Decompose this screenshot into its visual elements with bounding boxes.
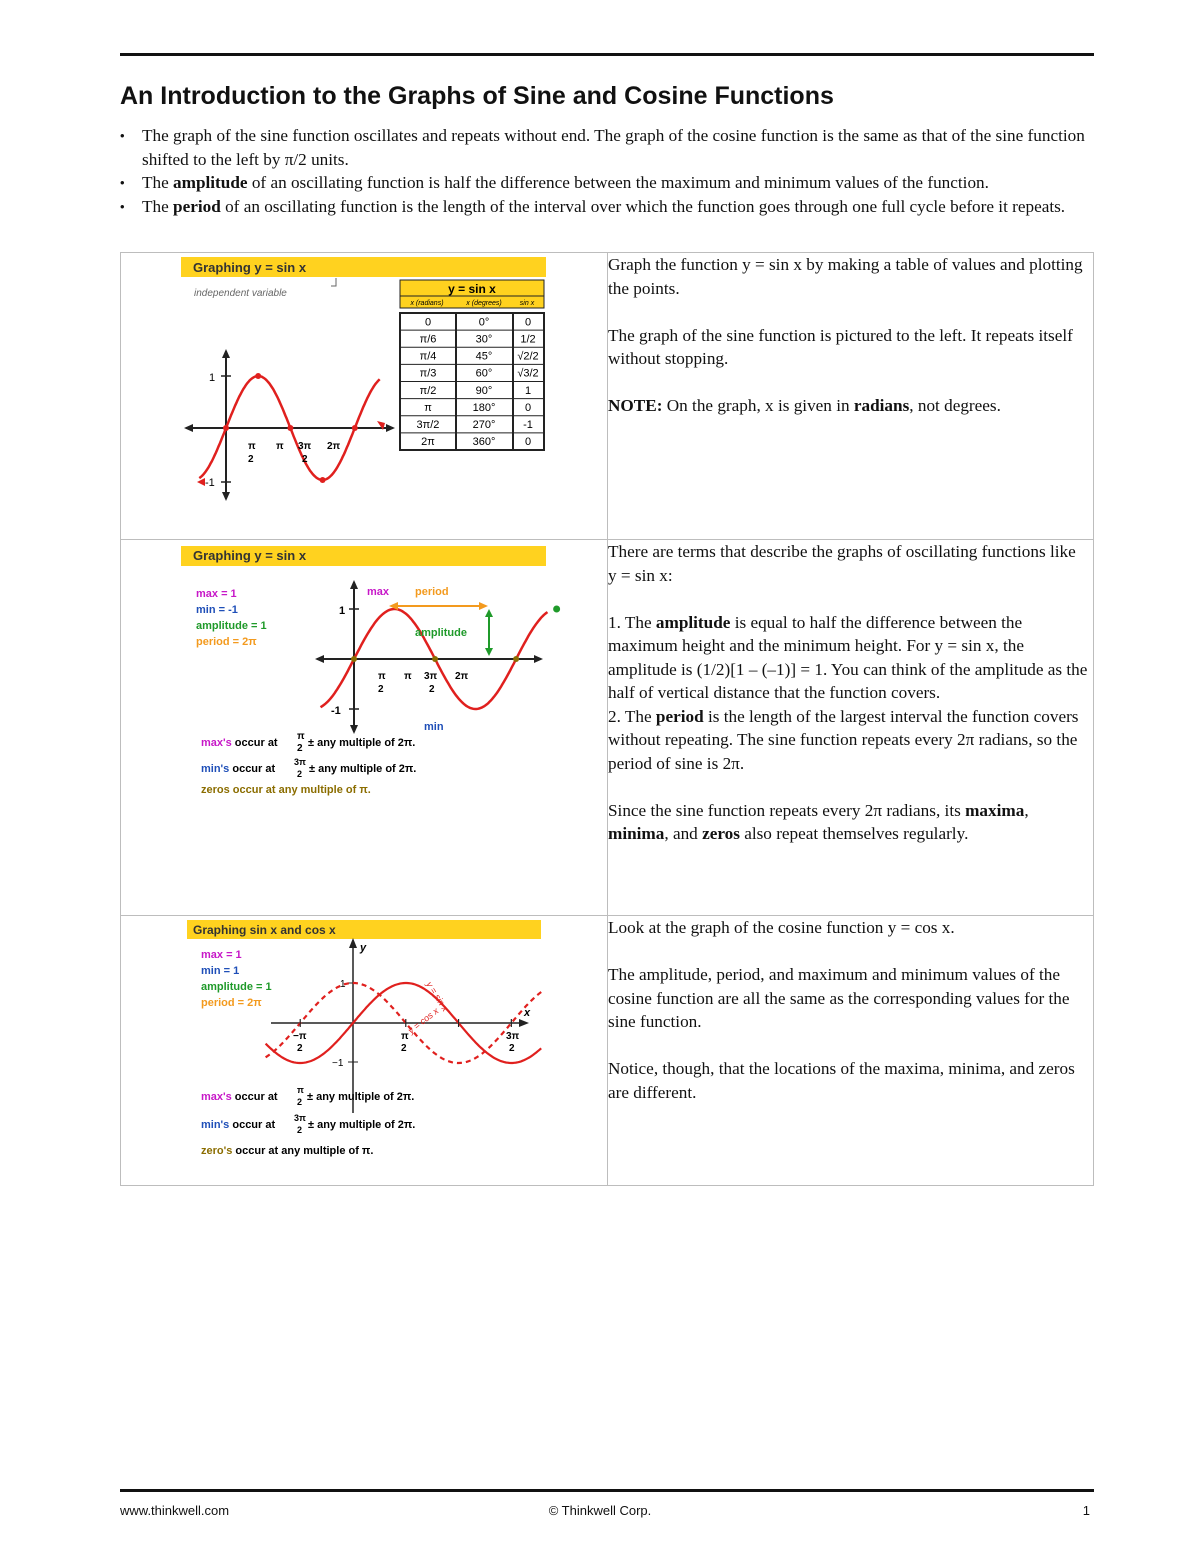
plotted-point <box>352 425 358 431</box>
note-text: ± any multiple of 2π. <box>308 1119 416 1131</box>
paragraph-text: There are terms that describe the graphs of oscillating functions like <box>608 542 1076 561</box>
note-fraction-den: 2 <box>297 1125 303 1135</box>
table-cell: 180° <box>472 401 496 414</box>
note-text: occur at <box>231 737 278 749</box>
arrow-up-icon <box>350 580 358 589</box>
bottom-rule <box>120 1489 1094 1492</box>
zero-point <box>513 656 519 662</box>
explanation-cell <box>608 540 1094 916</box>
y-axis-label: y <box>360 942 367 954</box>
table-row <box>121 916 1094 1186</box>
table-cell: 0 <box>524 436 532 449</box>
period-item <box>608 705 1093 776</box>
paragraph: Notice, though, that the locations of the maxima, minima, and zeros are different. <box>608 1059 1075 1102</box>
minima-note <box>201 763 275 775</box>
xtick-label: 3π <box>424 671 438 682</box>
arrow-left-icon <box>315 655 324 663</box>
banner-text: Graphing sin x and cos x <box>193 923 336 937</box>
xtick-label: π <box>378 671 386 682</box>
item-bold: amplitude <box>655 612 731 632</box>
note-bold: radians <box>853 396 910 415</box>
ytick-label: 1 <box>209 372 216 384</box>
bullet-text: The <box>142 196 174 216</box>
xtick-label: 2π <box>455 671 469 682</box>
table-cell: π <box>424 401 432 414</box>
legend-min: min = 1 <box>201 965 240 977</box>
arrow-down-icon <box>222 492 230 501</box>
note-term: min's <box>201 763 230 775</box>
zeros-note <box>201 1145 373 1157</box>
note-fraction-num: 3π <box>294 757 306 767</box>
legend-period: period = 2π <box>201 997 262 1009</box>
arrow-up-icon <box>222 349 230 358</box>
table-row <box>121 540 1094 916</box>
table-cell: 0° <box>478 316 490 329</box>
item-bold: period <box>655 706 704 726</box>
table-cell: 360° <box>472 436 496 449</box>
top-rule <box>120 53 1094 56</box>
figure-cell <box>121 540 608 916</box>
plotted-point <box>320 477 326 483</box>
figure-cell <box>121 916 608 1186</box>
table-cell: 3π/2 <box>416 419 440 432</box>
paragraph-text: , and <box>664 824 703 843</box>
note-fraction-den: 2 <box>297 743 303 754</box>
xtick-label: 2 <box>509 1043 515 1054</box>
cosine-curve-label: y = cos x <box>406 1005 441 1036</box>
maxima-note <box>201 1091 278 1103</box>
bullet-item <box>120 171 1098 195</box>
table-cell: π/2 <box>419 384 437 397</box>
paragraph <box>608 540 1093 587</box>
amplitude-label: amplitude <box>415 627 467 639</box>
arrow-up-icon <box>349 938 357 948</box>
legend-max: max = 1 <box>196 588 237 600</box>
note-text: On the graph, x is given in <box>662 396 854 415</box>
table-header: x (radians) <box>410 300 444 307</box>
arrow-right-icon <box>534 655 543 663</box>
paragraph <box>608 799 1093 846</box>
table-header: x (degrees) <box>466 300 502 307</box>
bullet-text: The <box>142 173 174 192</box>
table-header: sin x <box>519 300 535 307</box>
item-text: 1. The <box>608 612 656 632</box>
ytick-label: -1 <box>331 705 341 717</box>
legend-period: period = 2π <box>196 636 257 648</box>
note-text: occur at <box>229 763 276 775</box>
banner-text: Graphing y = sin x <box>193 548 307 563</box>
amplitude-point <box>553 606 560 613</box>
note-text: ± any multiple of 2π. <box>309 763 417 775</box>
bullet-glyph: • <box>120 198 125 214</box>
table-cell: π/4 <box>419 350 437 363</box>
xtick-label: 2 <box>302 454 308 465</box>
table-cell: 2π <box>421 436 435 449</box>
footer-page-number: 1 <box>1082 1503 1090 1518</box>
zeros-note: zeros occur at any multiple of π. <box>201 784 371 796</box>
note-term: min's <box>201 1119 230 1131</box>
note-fraction-num: π <box>297 1085 304 1095</box>
xtick-label: π <box>404 671 412 682</box>
sine-curve-label: y = sin x <box>424 979 451 1014</box>
period-arrow-right-icon <box>479 602 488 610</box>
bold-term: maxima <box>965 800 1025 820</box>
xtick-label: π <box>401 1031 409 1042</box>
arrow-down-icon <box>350 725 358 734</box>
bullet-item <box>120 195 1098 219</box>
xtick-label: 2 <box>401 1043 407 1054</box>
ytick-label: 1 <box>340 979 346 990</box>
note-text: ± any multiple of 2π. <box>307 1091 415 1103</box>
sine-terms-figure <box>121 540 607 910</box>
independent-variable-label: independent variable <box>194 288 287 299</box>
arrow-right-icon <box>519 1019 529 1027</box>
footer-copyright: © Thinkwell Corp. <box>548 1503 652 1518</box>
banner-text: Graphing y = sin x <box>193 260 307 275</box>
xtick-label: −π <box>293 1031 307 1042</box>
note-text: occur at <box>229 1119 276 1131</box>
note-fraction-num: 3π <box>294 1113 306 1123</box>
bold-term: zeros <box>702 824 740 843</box>
bullet-bold-term: amplitude <box>173 173 248 192</box>
note-term: max's <box>201 1091 232 1103</box>
explanation-cell <box>608 916 1094 1186</box>
xtick-label: 2π <box>327 441 341 452</box>
bullet-glyph: • <box>120 175 125 190</box>
bullet-text: of an oscillating function is half the difference between the maximum and minimum values of the function. <box>247 173 989 192</box>
ytick-label: −1 <box>332 1058 344 1069</box>
xtick-label: 3π <box>298 441 312 452</box>
table-cell: √3/2 <box>517 367 539 380</box>
independent-variable-bracket <box>331 278 336 286</box>
max-label: max <box>367 586 390 598</box>
table-cell: 1 <box>524 384 532 397</box>
paragraph: Look at the graph of the cosine function y = cos x. <box>608 918 955 937</box>
table-cell: 45° <box>475 350 493 363</box>
plotted-point <box>223 425 229 431</box>
amplitude-arrow-down-icon <box>485 648 493 656</box>
intro-bullets <box>120 124 1098 218</box>
note-text: occur at any multiple of π. <box>232 1145 374 1157</box>
note-text: occur at <box>231 1091 278 1103</box>
ytick-label: 1 <box>339 605 346 617</box>
legend-max: max = 1 <box>201 949 242 961</box>
xtick-label: π <box>248 441 256 452</box>
xtick-label: 2 <box>429 684 435 695</box>
bold-term: minima <box>608 824 665 843</box>
sine-table-figure <box>121 253 607 534</box>
bullet-text: The graph of the sine function oscillates and repeats without end. The graph of the cosine function is the same as that of the sine function shifted to the left by π/2 units. <box>142 126 1085 169</box>
bullet-item <box>120 124 1098 171</box>
paragraph: The amplitude, period, and maximum and minimum values of the cosine function are all the same as the corresponding values for the sine function. <box>608 965 1070 1031</box>
arrow-left-icon <box>184 424 193 432</box>
period-label: period <box>415 586 449 598</box>
table-cell: 0 <box>524 316 532 329</box>
item-text: is the length of the largest interval the function covers without repeating. The sine function repeats every 2π radians, so the period of sine is 2π. <box>608 706 1079 773</box>
min-label: min <box>424 721 444 733</box>
sine-cosine-figure <box>121 916 607 1180</box>
page-title: An Introduction to the Graphs of Sine and Cosine Functions <box>120 82 834 110</box>
table-cell: π/3 <box>419 367 437 380</box>
maxima-note <box>201 737 278 749</box>
xtick-label: π <box>276 441 284 452</box>
paragraph: The graph of the sine function is pictured to the left. It repeats itself without stopping. <box>608 325 1073 368</box>
note-label: NOTE: <box>608 396 663 415</box>
legend-amplitude: amplitude = 1 <box>201 981 272 993</box>
plotted-point <box>255 373 261 379</box>
paragraph-text: also repeat themselves regularly. <box>739 824 969 843</box>
note-fraction-num: π <box>297 731 305 742</box>
table-cell: √2/2 <box>517 350 539 363</box>
legend-amplitude: amplitude = 1 <box>196 620 267 632</box>
legend-min: min = -1 <box>196 604 238 616</box>
table-cell: 1/2 <box>520 333 536 346</box>
note-term: zero's <box>201 1145 233 1157</box>
amplitude-arrow-up-icon <box>485 609 493 617</box>
zero-point <box>432 656 438 662</box>
values-table <box>400 280 544 450</box>
table-cell: 0 <box>524 401 532 414</box>
table-title: y = sin x <box>448 282 496 296</box>
paragraph-text: y = sin x: <box>608 565 673 585</box>
paragraph-text: , <box>1024 800 1029 820</box>
table-cell: -1 <box>523 419 533 432</box>
xtick-label: 3π <box>506 1031 520 1042</box>
bullet-bold-term: period <box>173 196 221 216</box>
minima-note <box>201 1119 275 1131</box>
table-row <box>121 253 1094 540</box>
table-cell: 0 <box>424 316 432 329</box>
note-paragraph <box>608 394 1093 418</box>
xtick-label: 2 <box>297 1043 303 1054</box>
zero-point <box>351 656 357 662</box>
amplitude-item <box>608 611 1093 705</box>
table-cell: π/6 <box>419 333 437 346</box>
note-fraction-den: 2 <box>297 1097 303 1107</box>
note-text: ± any multiple of 2π. <box>308 737 416 749</box>
table-cell: 30° <box>475 333 493 346</box>
bullet-glyph: • <box>120 128 125 143</box>
item-text: 2. The <box>608 706 656 726</box>
note-term: max's <box>201 737 232 749</box>
xtick-label: 2 <box>248 454 254 465</box>
explanation-cell <box>608 253 1094 540</box>
paragraph: Graph the function y = sin x by making a table of values and plotting the points. <box>608 255 1083 298</box>
curve-arrow-icon <box>197 478 205 486</box>
bullet-text: of an oscillating function is the length of the interval over which the function goes through one full cycle before it repeats. <box>220 196 1066 216</box>
arrow-right-icon <box>386 424 395 432</box>
x-axis-label: x <box>524 1007 531 1019</box>
footer-website: www.thinkwell.com <box>120 1503 230 1518</box>
plotted-point <box>287 425 293 431</box>
table-cell: 270° <box>472 419 496 432</box>
table-cell: 60° <box>475 367 493 380</box>
item-text: is equal to half the difference between the maximum height and the minimum height. For y = sin x, the amplitude is (1/2)[1 – (–1)] = 1. You can think of the amplitude as the half of vertical distance that the function covers. <box>608 612 1088 702</box>
table-cell: 90° <box>475 384 493 397</box>
note-text: , not degrees. <box>909 396 1001 415</box>
figure-cell <box>121 253 608 540</box>
content-table <box>120 252 1094 1186</box>
paragraph-text: Since the sine function repeats every 2π radians, its <box>608 800 966 820</box>
note-fraction-den: 2 <box>297 769 303 779</box>
ytick-label: -1 <box>205 477 215 489</box>
xtick-label: 2 <box>378 684 384 695</box>
